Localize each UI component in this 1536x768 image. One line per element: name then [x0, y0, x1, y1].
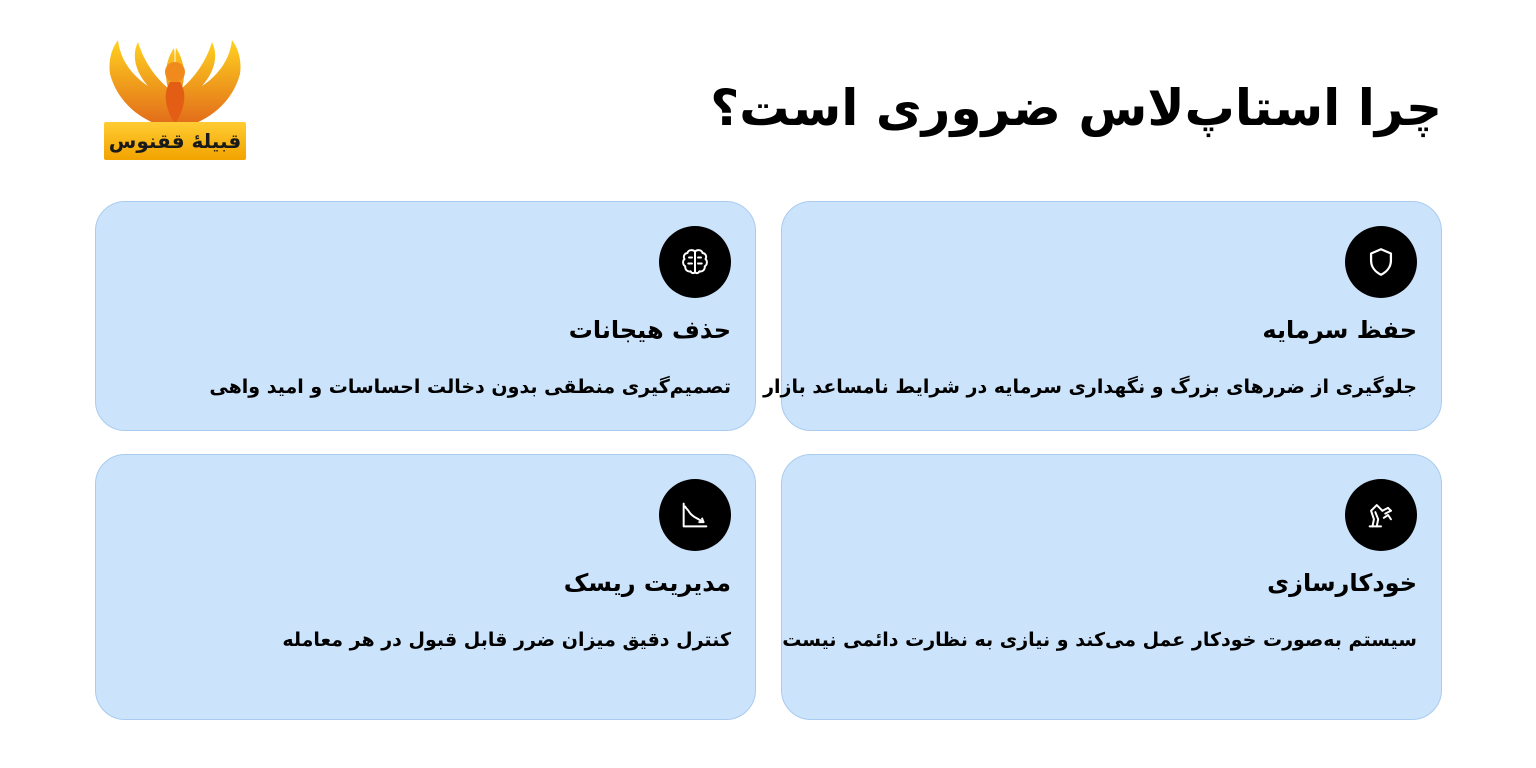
icon-badge	[659, 226, 731, 298]
card-description: تصمیم‌گیری منطقی بدون دخالت احساسات و امید واهی	[209, 376, 731, 398]
trend-down-icon	[678, 498, 712, 532]
card-description: جلوگیری از ضررهای بزرگ و نگهداری سرمایه در شرایط نامساعد بازار	[763, 376, 1417, 398]
card-capital-protection	[763, 201, 1442, 431]
logo-text: قبیلهٔ ققنوس	[108, 129, 242, 153]
card-automation	[781, 454, 1442, 720]
logo-banner	[104, 122, 246, 160]
card-title: حذف هیجانات	[568, 316, 731, 344]
card-title: خودکارسازی	[1267, 569, 1417, 597]
brain-icon	[677, 244, 713, 280]
logo	[104, 34, 246, 162]
robot-arm-icon	[1364, 498, 1398, 532]
icon-badge	[1345, 226, 1417, 298]
card-title: مدیریت ریسک	[563, 569, 731, 597]
card-description: کنترل دقیق میزان ضرر قابل قبول در هر معامله	[282, 629, 731, 651]
icon-badge	[1345, 479, 1417, 551]
card-title: حفظ سرمایه	[1262, 316, 1417, 344]
page-title: چرا استاپ‌لاس ضروری است؟	[710, 79, 1442, 137]
card-remove-emotions	[95, 201, 756, 431]
shield-icon	[1364, 245, 1398, 279]
card-description: سیستم به‌صورت خودکار عمل می‌کند و نیازی به نظارت دائمی نیست	[782, 629, 1417, 651]
phoenix-icon	[104, 34, 246, 134]
icon-badge	[659, 479, 731, 551]
card-risk-management	[95, 454, 756, 720]
